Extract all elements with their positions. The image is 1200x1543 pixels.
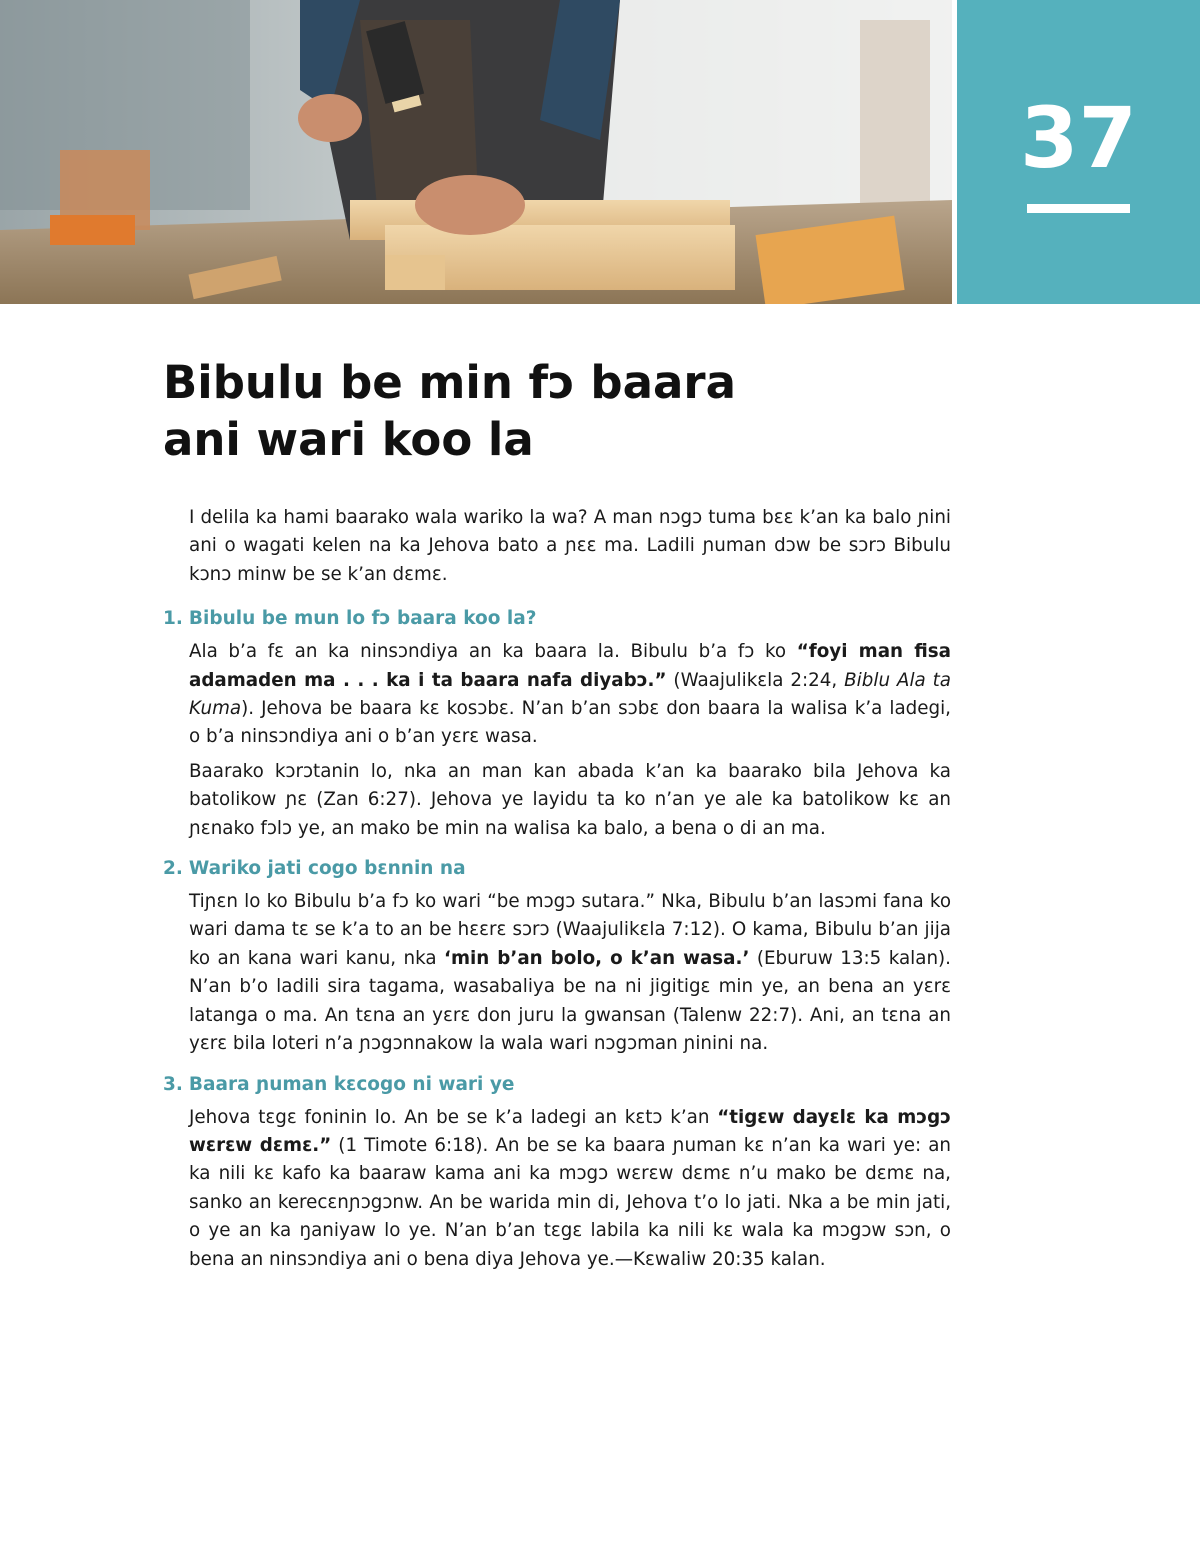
- scripture-reference: (Waajulikɛla 2:24,: [666, 669, 845, 691]
- article-body: [163, 504, 952, 1280]
- text-run: Baarako kɔrɔtanin lo, nka an man kan abada k’an ka baarako bila Jehova ka batolikow ɲɛ (Zan 6:27). Jehova ye layidu ta ko n’an ye ale ka batolikow kɛ an ɲɛnako fɔlɔ ye, an mako be min na walisa ka balo, a bena o di an ma.: [189, 760, 951, 839]
- text-run: (1 Timote 6:18). An be se ka baara ɲuman kɛ n’an ka wari ye: an ka nili kɛ kafo ka baaraw kama ani ka mɔgɔ wɛrɛw dɛmɛ n’u mako be dɛmɛ na, sanko an kerecɛnɲɔgɔnw. An be warida min di, Jehova t’o lo jati. Nka a be min jati, o ye an ka ŋaniyaw lo ye. N’an b’an tɛgɛ labila ka nili kɛ wala ka mɔgɔw sɔn, o bena an ninsɔndiya ani o bena diya Jehova ye.—Kɛwaliw 20:35 kalan.: [189, 1134, 951, 1270]
- text-run: ). Jehova be baara kɛ kosɔbɛ. N’an b’an sɔbɛ don baara la walisa k’a ladegi, o b’a ninsɔndiya ani o b’an yɛrɛ wasa.: [189, 698, 951, 748]
- section-2-paragraph-1: [189, 888, 951, 1058]
- page-title: [163, 354, 883, 468]
- text-run: Ala b’a fɛ an ka ninsɔndiya an ka baara la. Bibulu b’a fɔ ko: [189, 641, 797, 663]
- page-title-line-1: Bibulu be min fɔ baara: [163, 356, 736, 409]
- page-title-line-2: ani wari koo la: [163, 413, 534, 466]
- bold-quote: ‘min b’an bolo, o k’an wasa.’: [444, 947, 750, 969]
- text-run: (Eburuw 13:5 kalan). N’an b’o ladili sira tagama, wasabaliya be na ni jigitigɛ min ye, an bena an yɛrɛ latanga o ma. An tɛna an yɛrɛ don juru la gwansan (Talenw 22:7). Ani, an tɛna an yɛrɛ bila loteri n’a ɲɔgɔnnakow la wala wari nɔgɔman ɲinini na.: [189, 947, 951, 1055]
- wood-boards: [350, 200, 735, 290]
- bible-translation-name: Biblu Ala ta Kuma: [189, 669, 951, 720]
- hero-image: [0, 0, 952, 304]
- carpenter-workbench-illustration: [0, 0, 952, 304]
- lesson-number-box: [957, 0, 1200, 304]
- bold-quote: “tigɛw dayɛlɛ ka mɔgɔ wɛrɛw dɛmɛ.”: [189, 1106, 951, 1156]
- section-heading-text: Baara ɲuman kɛcogo ni wari ye: [188, 1073, 515, 1095]
- section-number: 3.: [163, 1073, 183, 1095]
- section-1-paragraph-2: [189, 758, 951, 843]
- text-run: Jehova tɛgɛ foninin lo. An be se k’a ladegi an kɛtɔ k’an: [189, 1106, 718, 1128]
- section-3-paragraph-1: [189, 1104, 951, 1274]
- section-heading-text: Bibulu be mun lo fɔ baara koo la?: [188, 608, 537, 630]
- section-number: 2.: [163, 858, 183, 880]
- section-heading-text: Wariko jati cogo bɛnnin na: [188, 858, 466, 880]
- section-1-paragraph-1: [189, 638, 951, 752]
- section-heading-2: [163, 855, 951, 883]
- lesson-number-underline: [1027, 204, 1130, 213]
- section-heading-3: [163, 1071, 951, 1099]
- intro-paragraph: I delila ka hami baarako wala wariko la wa? A man nɔgɔ tuma bɛɛ k’an ka balo ɲini ani o wagati kelen na ka Jehova bato a ɲɛɛ ma. Ladili ɲuman dɔw be sɔrɔ Bibulu kɔnɔ minw be se k’an dɛmɛ.: [189, 507, 951, 585]
- text-run: Tiɲɛn lo ko Bibulu b’a fɔ ko wari “be mɔgɔ sutara.” Nka, Bibulu b’an lasɔmi fana ko wari dama tɛ se k’a to an be hɛɛrɛ sɔrɔ (Waajulikɛla 7:12). O kama, Bibulu b’an jija ko an kana wari kanu, nka: [189, 891, 951, 969]
- lesson-number: 37: [1020, 89, 1137, 187]
- section-heading-1: [163, 605, 951, 633]
- bold-quote: “foyi man fisa adamaden ma . . . ka i ta baara nafa diyabɔ.”: [189, 641, 952, 691]
- section-number: 1.: [163, 608, 183, 630]
